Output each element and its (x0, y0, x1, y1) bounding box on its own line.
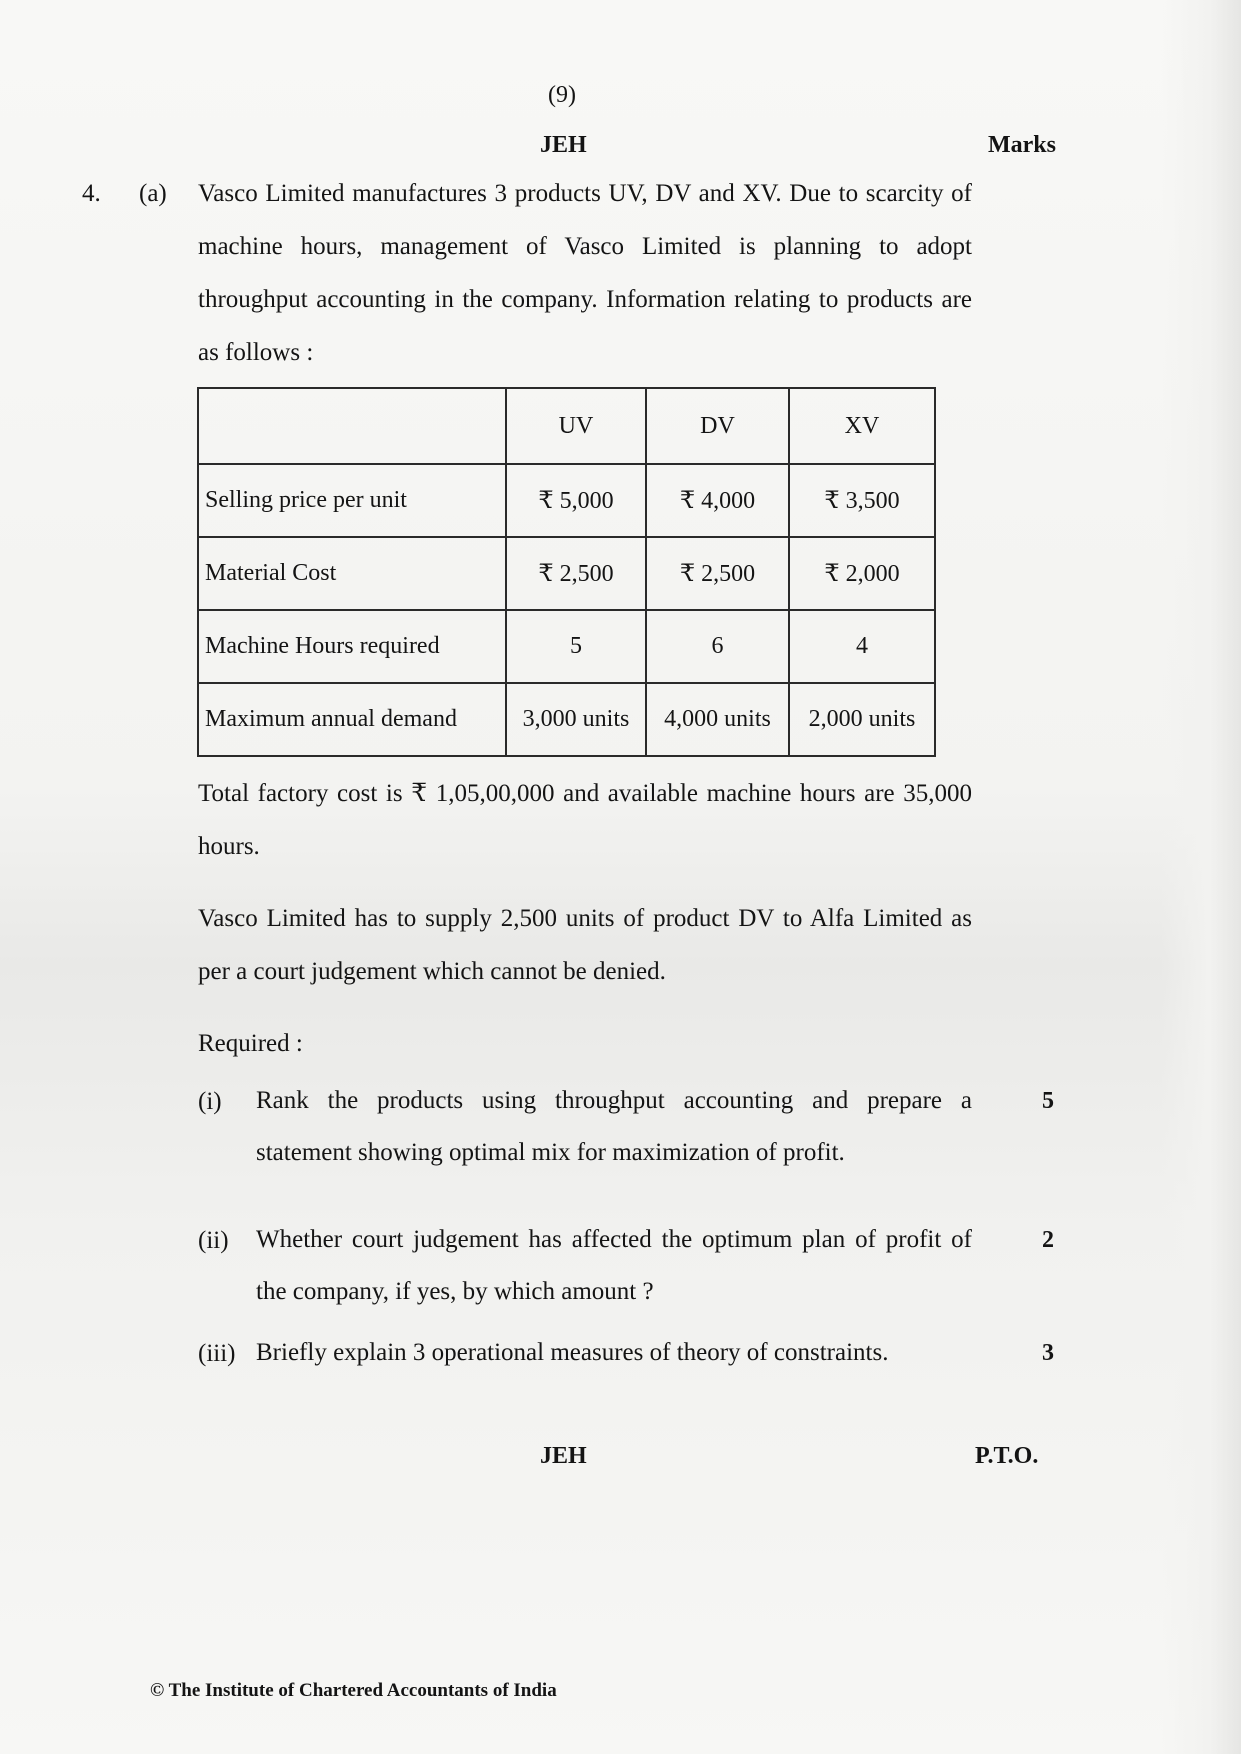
page-turn-note: P.T.O. (975, 1443, 1039, 1469)
table-header-cell: DV (646, 388, 789, 464)
table-cell: 5 (506, 610, 646, 683)
subpart-marks: 5 (1042, 1088, 1054, 1114)
subpart-label: (ii) (198, 1227, 229, 1254)
question-intro: Vasco Limited manufactures 3 products UV, DV and XV. Due to scarcity of machine hours, management of Vasco Limited is planning to adopt throughput accounting in the company. Information relating to products are as follows : (198, 180, 972, 366)
table-cell: 4 (789, 610, 935, 683)
copyright-notice: © The Institute of Chartered Accountants of India (150, 1680, 557, 1701)
table-cell: ₹ 2,500 (506, 537, 646, 610)
row-label: Maximum annual demand (198, 683, 506, 756)
row-label: Selling price per unit (198, 464, 506, 537)
required-label: Required : (198, 1030, 303, 1057)
table-row (198, 537, 935, 610)
question-number: 4. (82, 180, 101, 207)
table-cell: ₹ 4,000 (646, 464, 789, 537)
row-label: Material Cost (198, 537, 506, 610)
row-label: Machine Hours required (198, 610, 506, 683)
table-row (198, 683, 935, 756)
table-cell: 2,000 units (789, 683, 935, 756)
table-header-cell: UV (506, 388, 646, 464)
table-header-cell: XV (789, 388, 935, 464)
subpart-marks: 3 (1042, 1340, 1054, 1366)
total-factory-cost-text: Total factory cost is ₹ 1,05,00,000 and available machine hours are 35,000 hours. (198, 780, 972, 860)
subpart-marks: 2 (1042, 1227, 1054, 1253)
table-cell: 4,000 units (646, 683, 789, 756)
table-cell: ₹ 2,500 (646, 537, 789, 610)
header-code: JEH (540, 132, 587, 158)
table-header-cell (198, 388, 506, 464)
table-cell: ₹ 5,000 (506, 464, 646, 537)
scan-edge-shadow (1161, 0, 1241, 1754)
court-judgement-text: Vasco Limited has to supply 2,500 units of product DV to Alfa Limited as per a court judgement which cannot be denied. (198, 905, 972, 985)
question-part: (a) (139, 180, 167, 207)
table-cell: ₹ 3,500 (789, 464, 935, 537)
footer-code: JEH (540, 1443, 587, 1469)
table-cell: 6 (646, 610, 789, 683)
table-row (198, 610, 935, 683)
page-number: (9) (548, 82, 576, 108)
table-cell: 3,000 units (506, 683, 646, 756)
subpart-label: (iii) (198, 1340, 236, 1367)
product-data-table (197, 387, 936, 757)
subpart-label: (i) (198, 1088, 222, 1115)
subpart-text: Whether court judgement has affected the optimum plan of profit of the company, if yes, by which amount ? (256, 1226, 972, 1305)
subpart-text: Briefly explain 3 operational measures of theory of constraints. (256, 1339, 889, 1366)
table-cell: ₹ 2,000 (789, 537, 935, 610)
marks-heading: Marks (988, 132, 1056, 158)
subpart-text: Rank the products using throughput accounting and prepare a statement showing optimal mix for maximization of profit. (256, 1087, 972, 1166)
table-header-row (198, 388, 935, 464)
table-row (198, 464, 935, 537)
